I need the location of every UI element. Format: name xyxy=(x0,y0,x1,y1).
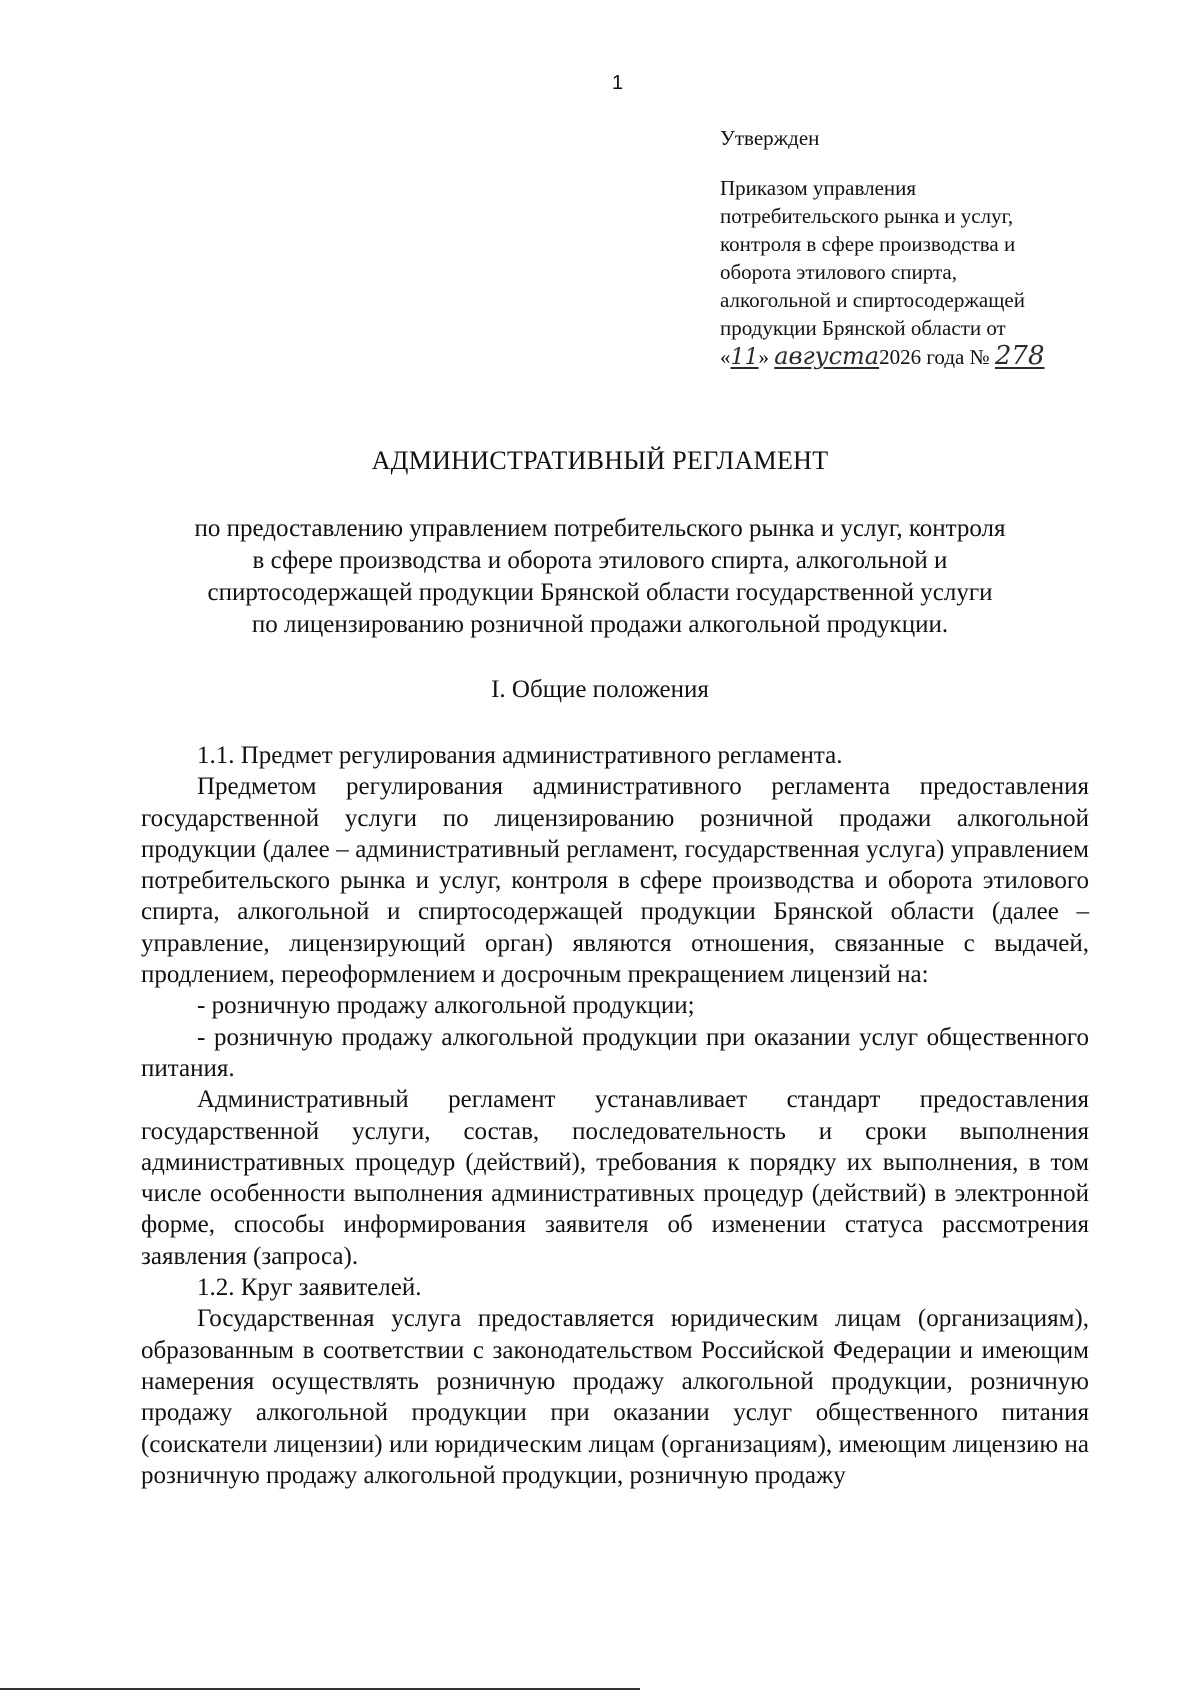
handwritten-order-number: 278 xyxy=(994,341,1045,371)
clause-heading: 1.1. Предмет регулирования административного регламента. xyxy=(197,742,843,769)
approval-order-line: Приказом управления xyxy=(720,176,917,200)
paragraph: Административный регламент устанавливает стандарт предоставления государственной услуги, состав, последовательность и сроки выполнения административных процедур (действий), требования к порядку их выполнения, в том числе особенности выполнения административных процедур (действий) в электронной форме, способы информирования заявителя об изменении статуса рассмотрения заявления (запроса). xyxy=(141,1086,1089,1270)
handwritten-month: августа xyxy=(774,342,880,370)
list-item: - розничную продажу алкогольной продукции при оказании услуг общественного питания. xyxy=(141,1023,1089,1082)
date-year-text: 2026 года № xyxy=(879,345,990,369)
subtitle-line: спиртосодержащей продукции Брянской области государственной услуги xyxy=(207,579,993,606)
subtitle-line: по лицензированию розничной продажи алкогольной продукции. xyxy=(251,611,949,638)
approval-date-line xyxy=(720,342,1140,372)
document-title: АДМИНИСТРАТИВНЫЙ РЕГЛАМЕНТ xyxy=(371,446,829,475)
approval-order-line: оборота этилового спирта, xyxy=(720,260,957,284)
approved-label: Утвержден xyxy=(720,126,820,150)
page-number: 1 xyxy=(612,72,624,94)
date-open-quote: « xyxy=(720,345,731,369)
date-close-quote: » xyxy=(758,345,769,369)
section-heading: I. Общие положения xyxy=(491,676,709,703)
body-text xyxy=(141,740,1089,1491)
clause-heading: 1.2. Круг заявителей. xyxy=(197,1274,422,1302)
paragraph: Государственная услуга предоставляется юридическим лицам (организациям), образованным в соответствии с законодательством Российской Федерации и имеющим намерения осуществлять розничную продажу алкогольной продукции, розничную продажу алкогольной продукции при оказании услуг общественного питания (соискатели лицензии) или юридическим лицам (организациям), имеющим лицензию на розничную продажу алкогольной продукции, розничную продажу xyxy=(141,1305,1089,1489)
list-item: - розничную продажу алкогольной продукции; xyxy=(197,992,695,1020)
approval-order-line: алкогольной и спиртосодержащей xyxy=(720,288,1025,312)
handwritten-day: 11 xyxy=(730,345,759,370)
approval-order-line: потребительского рынка и услуг, xyxy=(720,204,1014,228)
subtitle-line: в сфере производства и оборота этилового спирта, алкогольной и xyxy=(252,547,948,574)
document-subtitle xyxy=(120,513,1080,641)
subtitle-line: по предоставлению управлением потребительского рынка и услуг, контроля xyxy=(194,515,1006,542)
approval-block xyxy=(720,124,1140,372)
approval-order-line: контроля в сфере производства и xyxy=(720,232,1016,256)
paragraph: Предметом регулирования административного регламента предоставления государственной услуги по лицензированию розничной продажи алкогольной продукции (далее – административный регламент, государственная услуга) управлением потребительского рынка и услуг, контроля в сфере производства и оборота этилового спирта, алкогольной и спиртосодержащей продукции Брянской области (далее – управление, лицензирующий орган) являются отношения, связанные с выдачей, продлением, переоформлением и досрочным прекращением лицензий на: xyxy=(141,773,1089,989)
approval-order-line: продукции Брянской области от xyxy=(720,316,1006,340)
footer-rule xyxy=(0,1688,640,1690)
